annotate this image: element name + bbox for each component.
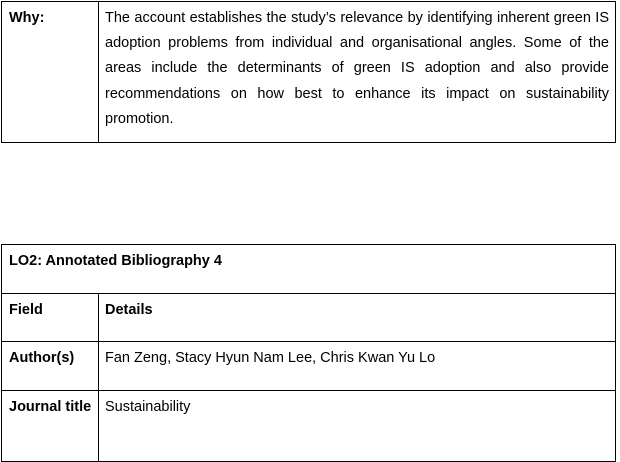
header-details: Details xyxy=(105,302,153,318)
bibliography-table xyxy=(1,244,616,462)
details-cell xyxy=(99,391,616,462)
bibliography-title: LO2: Annotated Bibliography 4 xyxy=(9,253,222,269)
table-row xyxy=(2,391,616,462)
table-row xyxy=(2,342,616,391)
details-cell xyxy=(99,342,616,391)
field-cell xyxy=(2,342,99,391)
why-row xyxy=(2,2,616,143)
header-details-cell xyxy=(99,294,616,342)
details-journal-title: Sustainability xyxy=(105,399,191,415)
field-cell xyxy=(2,391,99,462)
bibliography-title-row xyxy=(2,245,616,294)
field-label-authors: Author(s) xyxy=(9,350,75,366)
details-authors: Fan Zeng, Stacy Hyun Nam Lee, Chris Kwan Yu Lo xyxy=(105,350,436,366)
bibliography-title-cell xyxy=(2,245,616,294)
why-label: Why: xyxy=(9,10,45,26)
why-text: The account establishes the study’s relevance by identifying inherent green IS adoption problems from individual and organisational angles. Some of the areas include the determinants of green IS adoption and also provide recommendations on how best to enhance its impact on sustainability promotion. xyxy=(105,10,609,127)
why-table xyxy=(1,1,616,143)
why-text-cell xyxy=(99,2,616,143)
table-header-row xyxy=(2,294,616,342)
field-label-journal-title: Journal title xyxy=(9,399,92,415)
header-field: Field xyxy=(9,302,43,318)
why-label-cell xyxy=(2,2,99,143)
header-field-cell xyxy=(2,294,99,342)
